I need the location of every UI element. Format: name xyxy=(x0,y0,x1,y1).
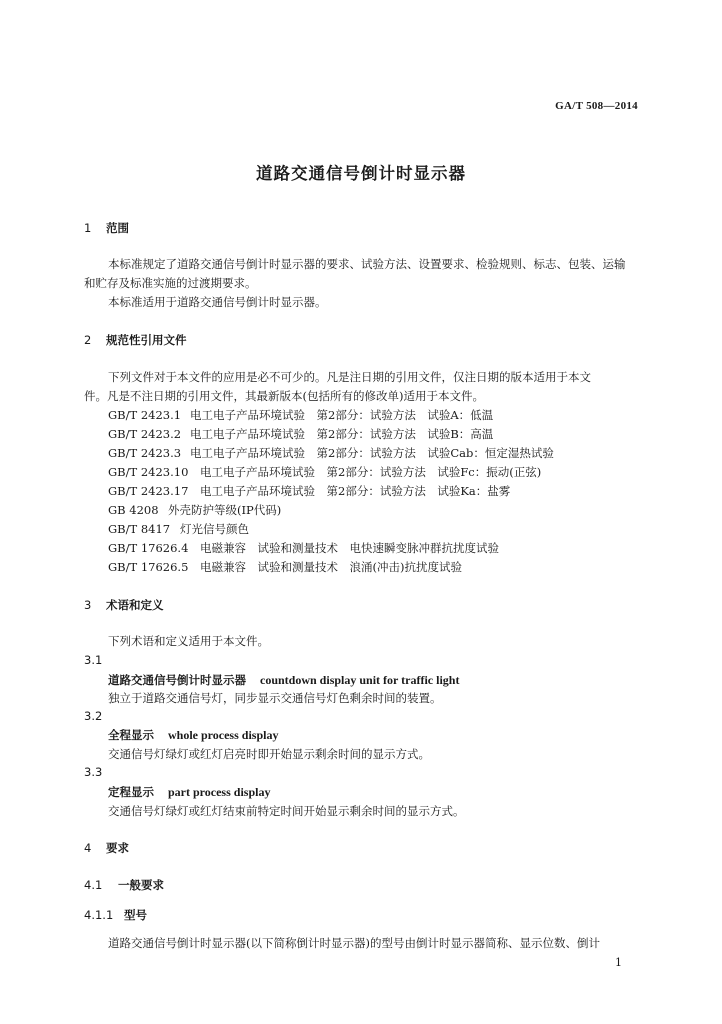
reference-code: GB/T 17626.4 xyxy=(108,541,189,555)
standard-number: GA/T 508—2014 xyxy=(555,100,638,112)
reference-title: 电工电子产品环境试验 第2部分：试验方法 试验A：低温 xyxy=(190,408,494,422)
paragraph-line: 下列文件对于本文件的应用是必不可少的。凡是注日期的引用文件，仅注日期的版本适用于本文 xyxy=(108,370,591,384)
term-definition: 交通信号灯绿灯或红灯结束前特定时间开始显示剩余时间的显示方式。 xyxy=(108,804,465,818)
reference-title: 电工电子产品环境试验 第2部分：试验方法 试验Ka：盐雾 xyxy=(200,484,511,498)
term-name-en: whole process display xyxy=(168,728,279,742)
reference-title: 电工电子产品环境试验 第2部分：试验方法 试验Fc：振动(正弦) xyxy=(200,465,542,479)
paragraph-line: 本标准规定了道路交通信号倒计时显示器的要求、试验方法、设置要求、检验规则、标志、包装、运输 xyxy=(108,257,626,271)
reference-code: GB/T 17626.5 xyxy=(108,560,189,574)
reference-item xyxy=(108,502,281,518)
section-number: 4.1.1 xyxy=(84,908,114,922)
reference-item xyxy=(108,540,499,556)
section-title: 一般要求 xyxy=(118,878,164,892)
reference-code: GB 4208 xyxy=(108,503,159,517)
subsection-4-1-heading xyxy=(84,877,164,893)
section-title: 要求 xyxy=(106,841,129,855)
term-name xyxy=(108,727,278,743)
section-number: 3 xyxy=(84,598,92,612)
document-title: 道路交通信号倒计时显示器 xyxy=(256,164,466,183)
section-number: 4.1 xyxy=(84,878,103,892)
term-number: 3.2 xyxy=(84,709,103,723)
reference-item xyxy=(108,483,510,499)
section-title: 范围 xyxy=(106,221,129,235)
section-number: 2 xyxy=(84,333,92,347)
term-number: 3.3 xyxy=(84,765,103,779)
term-name xyxy=(108,784,270,800)
reference-item xyxy=(108,407,493,423)
section-2-heading xyxy=(84,332,187,348)
paragraph-line: 道路交通信号倒计时显示器(以下简称倒计时显示器)的型号由倒计时显示器简称、显示位数、倒计 xyxy=(108,936,600,950)
section-title: 术语和定义 xyxy=(106,598,164,612)
paragraph-line: 本标准适用于道路交通信号倒计时显示器。 xyxy=(108,295,327,309)
reference-item xyxy=(108,559,462,575)
reference-code: GB/T 2423.2 xyxy=(108,427,182,441)
reference-title: 电工电子产品环境试验 第2部分：试验方法 试验Cab：恒定湿热试验 xyxy=(190,446,554,460)
reference-code: GB/T 2423.10 xyxy=(108,465,189,479)
section-3-heading xyxy=(84,597,164,613)
reference-title: 外壳防护等级(IP代码) xyxy=(168,503,282,517)
subsection-4-1-1-heading xyxy=(84,907,147,923)
term-definition: 独立于道路交通信号灯，同步显示交通信号灯色剩余时间的装置。 xyxy=(108,691,442,705)
reference-item xyxy=(108,464,541,480)
paragraph-line: 下列术语和定义适用于本文件。 xyxy=(108,634,269,648)
term-name-en: countdown display unit for traffic light xyxy=(260,673,460,687)
reference-code: GB/T 2423.1 xyxy=(108,408,182,422)
term-number: 3.1 xyxy=(84,653,103,667)
paragraph-line: 件。凡是不注日期的引用文件，其最新版本(包括所有的修改单)适用于本文件。 xyxy=(84,389,484,403)
section-number: 4 xyxy=(84,841,92,855)
section-number: 1 xyxy=(84,221,92,235)
reference-code: GB/T 2423.17 xyxy=(108,484,189,498)
term-name xyxy=(108,672,459,688)
reference-title: 电工电子产品环境试验 第2部分：试验方法 试验B：高温 xyxy=(190,427,494,441)
section-title: 规范性引用文件 xyxy=(106,333,187,347)
reference-title: 电磁兼容 试验和测量技术 电快速瞬变脉冲群抗扰度试验 xyxy=(200,541,499,555)
paragraph-line: 和贮存及标准实施的过渡期要求。 xyxy=(84,276,257,290)
reference-code: GB/T 8417 xyxy=(108,522,171,536)
section-4-heading xyxy=(84,840,129,856)
reference-item xyxy=(108,445,554,461)
term-definition: 交通信号灯绿灯或红灯启亮时即开始显示剩余时间的显示方式。 xyxy=(108,747,430,761)
term-name-en: part process display xyxy=(168,785,271,799)
term-name-zh: 定程显示 xyxy=(108,785,154,799)
section-title: 型号 xyxy=(124,908,147,922)
term-name-zh: 全程显示 xyxy=(108,728,154,742)
reference-title: 电磁兼容 试验和测量技术 浪涌(冲击)抗扰度试验 xyxy=(200,560,462,574)
reference-title: 灯光信号颜色 xyxy=(180,522,249,536)
section-1-heading xyxy=(84,220,129,236)
reference-item xyxy=(108,426,493,442)
page-number: 1 xyxy=(615,956,622,969)
reference-code: GB/T 2423.3 xyxy=(108,446,182,460)
term-name-zh: 道路交通信号倒计时显示器 xyxy=(108,673,246,687)
reference-item xyxy=(108,521,249,537)
